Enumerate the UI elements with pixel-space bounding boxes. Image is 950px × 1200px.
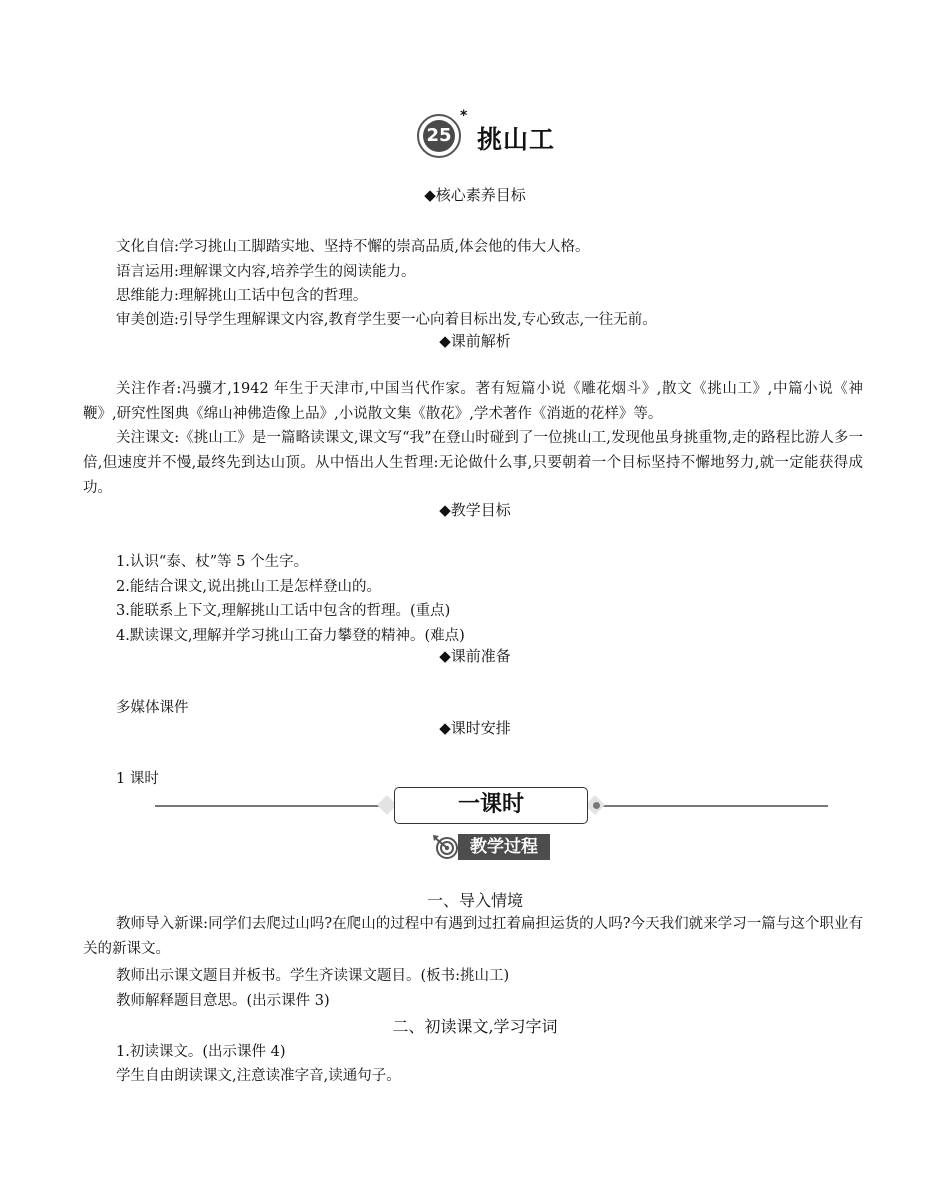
- section-paragraph: 教师导入新课:同学们去爬过山吗?在爬山的过程中有遇到过扛着扁担运货的人吗?今天我们就来学习一篇与这个职业有关的新课文。: [83, 916, 863, 957]
- section-title: 二、初读课文,学习字词: [392, 1017, 558, 1036]
- banner-dot-right: [593, 802, 600, 809]
- pre-analysis-heading: ◆课前解析: [439, 332, 511, 350]
- lesson-title-block: [415, 108, 615, 162]
- lesson-number: 25: [423, 120, 455, 152]
- schedule-heading: ◆课时安排: [439, 719, 511, 737]
- lesson-number-badge: [417, 114, 461, 158]
- process-badge-label: 教学过程: [458, 834, 550, 860]
- lesson-title: 挑山工: [477, 125, 556, 154]
- schedule-content: 1 课时: [116, 771, 159, 787]
- process-badge: [432, 834, 552, 860]
- banner-rule-left: [155, 805, 387, 807]
- period-banner: 一课时: [394, 787, 588, 824]
- author-paragraph: 关注作者:冯骥才,1942 年生于天津市,中国当代作家。著有短篇小说《雕花烟斗》,散文《挑山工》,中篇小说《神鞭》,研究性图典《绵山神佛造像上品》,小说散文集《散花》,学术著作《消逝的花样》等。: [83, 381, 863, 422]
- section-paragraph: 1.初读课文。(出示课件 4): [116, 1044, 286, 1060]
- core-goal-item: 思维能力:理解挑山工话中包含的哲理。: [116, 288, 368, 304]
- teaching-goal-item: 4.默读课文,理解并学习挑山工奋力攀登的精神。(难点): [116, 628, 465, 644]
- section-paragraph: 教师出示课文题目并板书。学生齐读课文题目。(板书:挑山工): [116, 968, 510, 984]
- core-goal-item: 文化自信:学习挑山工脚踏实地、坚持不懈的崇高品质,体会他的伟大人格。: [116, 239, 590, 255]
- target-icon: [432, 834, 460, 860]
- section-paragraph: 教师解释题目意思。(出示课件 3): [116, 993, 330, 1009]
- teaching-goal-item: 2.能结合课文,说出挑山工是怎样登山的。: [116, 579, 381, 595]
- core-goals-heading: ◆核心素养目标: [424, 186, 526, 204]
- preparation-content: 多媒体课件: [116, 700, 189, 716]
- section-paragraph: 学生自由朗读课文,注意读准字音,读通句子。: [116, 1068, 401, 1084]
- section-title: 一、导入情境: [426, 891, 523, 910]
- teaching-goal-item: 3.能联系上下文,理解挑山工话中包含的哲理。(重点): [116, 603, 451, 619]
- lesson-star-mark: *: [460, 108, 468, 124]
- core-goal-item: 语言运用:理解课文内容,培养学生的阅读能力。: [116, 264, 416, 280]
- text-paragraph: 关注课文:《挑山工》是一篇略读课文,课文写“我”在登山时碰到了一位挑山工,发现他虽身挑重物,走的路程比游人多一倍,但速度并不慢,最终先到达山顶。从中悟出人生哲理:无论做什么事,只要朝着一个目标坚持不懈地努力,就一定能获得成功。: [83, 430, 863, 496]
- banner-rule-right: [595, 805, 828, 807]
- teaching-goals-heading: ◆教学目标: [439, 501, 511, 519]
- core-goal-item: 审美创造:引导学生理解课文内容,教育学生要一心向着目标出发,专心致志,一往无前。: [116, 312, 657, 328]
- teaching-goal-item: 1.认识“泰、杖”等 5 个生字。: [116, 554, 309, 570]
- preparation-heading: ◆课前准备: [439, 647, 511, 665]
